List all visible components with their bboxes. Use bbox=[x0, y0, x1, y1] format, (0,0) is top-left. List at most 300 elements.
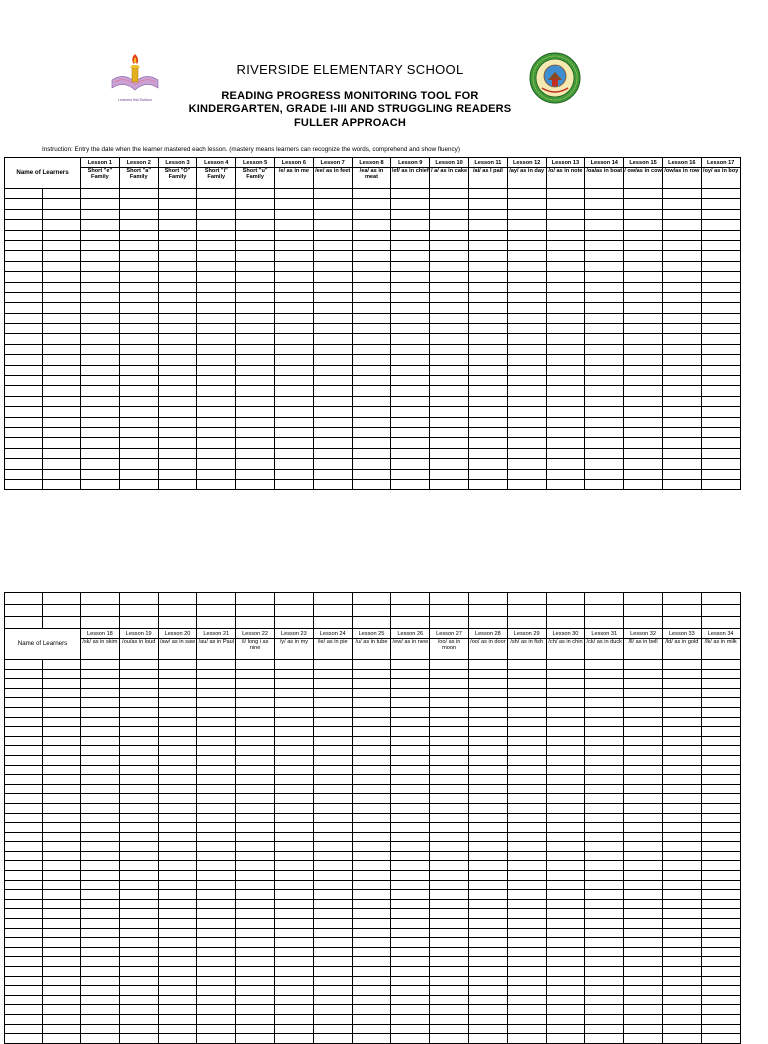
lesson-date-cell[interactable] bbox=[701, 698, 740, 708]
lesson-date-cell[interactable] bbox=[81, 386, 120, 396]
lesson-date-cell[interactable] bbox=[391, 272, 430, 282]
lesson-date-cell[interactable] bbox=[313, 272, 352, 282]
lesson-date-cell[interactable] bbox=[236, 679, 275, 689]
lesson-date-cell[interactable] bbox=[624, 823, 663, 833]
lesson-date-cell[interactable] bbox=[391, 1005, 430, 1015]
lesson-date-cell[interactable] bbox=[119, 469, 158, 479]
lesson-date-cell[interactable] bbox=[391, 355, 430, 365]
lesson-date-cell[interactable] bbox=[701, 794, 740, 804]
lesson-date-cell[interactable] bbox=[158, 1005, 197, 1015]
lesson-date-cell[interactable] bbox=[624, 909, 663, 919]
lesson-date-cell[interactable] bbox=[197, 803, 236, 813]
lesson-date-cell[interactable] bbox=[81, 334, 120, 344]
lesson-date-cell[interactable] bbox=[662, 976, 701, 986]
lesson-date-cell[interactable] bbox=[236, 438, 275, 448]
learner-name-cell[interactable] bbox=[43, 324, 81, 334]
lesson-date-cell[interactable] bbox=[274, 660, 313, 670]
lesson-date-cell[interactable] bbox=[662, 272, 701, 282]
lesson-date-cell[interactable] bbox=[352, 775, 391, 785]
lesson-date-cell[interactable] bbox=[468, 976, 507, 986]
lesson-date-cell[interactable] bbox=[391, 396, 430, 406]
lesson-date-cell[interactable] bbox=[352, 727, 391, 737]
lesson-date-cell[interactable] bbox=[352, 1034, 391, 1044]
lesson-date-cell[interactable] bbox=[546, 282, 585, 292]
lesson-date-cell[interactable] bbox=[468, 209, 507, 219]
lesson-date-cell[interactable] bbox=[197, 344, 236, 354]
lesson-date-cell[interactable] bbox=[274, 417, 313, 427]
lesson-date-cell[interactable] bbox=[81, 376, 120, 386]
lesson-date-cell[interactable] bbox=[624, 755, 663, 765]
lesson-date-cell[interactable] bbox=[624, 832, 663, 842]
lesson-date-cell[interactable] bbox=[352, 784, 391, 794]
lesson-date-cell[interactable] bbox=[236, 957, 275, 967]
lesson-date-cell[interactable] bbox=[546, 344, 585, 354]
lesson-date-cell[interactable] bbox=[468, 736, 507, 746]
lesson-date-cell[interactable] bbox=[430, 261, 469, 271]
lesson-date-cell[interactable] bbox=[119, 727, 158, 737]
learner-name-cell[interactable] bbox=[43, 355, 81, 365]
lesson-date-cell[interactable] bbox=[81, 396, 120, 406]
lesson-date-cell[interactable] bbox=[236, 727, 275, 737]
learner-name-cell[interactable] bbox=[5, 967, 43, 977]
lesson-date-cell[interactable] bbox=[236, 344, 275, 354]
lesson-date-cell[interactable] bbox=[585, 344, 624, 354]
lesson-date-cell[interactable] bbox=[352, 459, 391, 469]
lesson-date-cell[interactable] bbox=[546, 459, 585, 469]
learner-name-cell[interactable] bbox=[5, 199, 43, 209]
lesson-date-cell[interactable] bbox=[197, 928, 236, 938]
lesson-date-cell[interactable] bbox=[662, 995, 701, 1005]
lesson-date-cell[interactable] bbox=[662, 438, 701, 448]
learner-name-cell[interactable] bbox=[5, 605, 43, 617]
lesson-date-cell[interactable] bbox=[701, 803, 740, 813]
lesson-date-cell[interactable] bbox=[701, 459, 740, 469]
lesson-date-cell[interactable] bbox=[274, 1005, 313, 1015]
lesson-date-cell[interactable] bbox=[585, 736, 624, 746]
learner-name-cell[interactable] bbox=[43, 851, 81, 861]
lesson-date-cell[interactable] bbox=[352, 919, 391, 929]
lesson-date-cell[interactable] bbox=[585, 479, 624, 489]
lesson-date-cell[interactable] bbox=[197, 784, 236, 794]
lesson-date-cell[interactable] bbox=[624, 1014, 663, 1024]
lesson-date-cell[interactable] bbox=[119, 880, 158, 890]
lesson-date-cell[interactable] bbox=[430, 251, 469, 261]
lesson-date-cell[interactable] bbox=[158, 794, 197, 804]
lesson-date-cell[interactable] bbox=[313, 1014, 352, 1024]
lesson-date-cell[interactable] bbox=[701, 832, 740, 842]
learner-name-cell[interactable] bbox=[5, 261, 43, 271]
lesson-date-cell[interactable] bbox=[313, 261, 352, 271]
lesson-date-cell[interactable] bbox=[662, 344, 701, 354]
lesson-date-cell[interactable] bbox=[507, 617, 546, 629]
lesson-date-cell[interactable] bbox=[585, 938, 624, 948]
lesson-date-cell[interactable] bbox=[701, 823, 740, 833]
lesson-date-cell[interactable] bbox=[274, 813, 313, 823]
lesson-date-cell[interactable] bbox=[119, 784, 158, 794]
lesson-date-cell[interactable] bbox=[236, 272, 275, 282]
lesson-date-cell[interactable] bbox=[352, 282, 391, 292]
lesson-date-cell[interactable] bbox=[352, 386, 391, 396]
lesson-date-cell[interactable] bbox=[585, 698, 624, 708]
lesson-date-cell[interactable] bbox=[585, 976, 624, 986]
learner-name-cell[interactable] bbox=[5, 947, 43, 957]
lesson-date-cell[interactable] bbox=[158, 938, 197, 948]
lesson-date-cell[interactable] bbox=[585, 1005, 624, 1015]
lesson-date-cell[interactable] bbox=[624, 417, 663, 427]
lesson-date-cell[interactable] bbox=[352, 240, 391, 250]
lesson-date-cell[interactable] bbox=[81, 189, 120, 199]
lesson-date-cell[interactable] bbox=[430, 376, 469, 386]
lesson-date-cell[interactable] bbox=[352, 355, 391, 365]
lesson-date-cell[interactable] bbox=[274, 376, 313, 386]
lesson-date-cell[interactable] bbox=[313, 688, 352, 698]
lesson-date-cell[interactable] bbox=[468, 698, 507, 708]
learner-name-cell[interactable] bbox=[43, 1024, 81, 1034]
lesson-date-cell[interactable] bbox=[158, 324, 197, 334]
lesson-date-cell[interactable] bbox=[391, 220, 430, 230]
lesson-date-cell[interactable] bbox=[197, 851, 236, 861]
learner-name-cell[interactable] bbox=[5, 823, 43, 833]
lesson-date-cell[interactable] bbox=[197, 669, 236, 679]
lesson-date-cell[interactable] bbox=[468, 842, 507, 852]
lesson-date-cell[interactable] bbox=[624, 919, 663, 929]
lesson-date-cell[interactable] bbox=[274, 919, 313, 929]
lesson-date-cell[interactable] bbox=[197, 605, 236, 617]
lesson-date-cell[interactable] bbox=[507, 1005, 546, 1015]
lesson-date-cell[interactable] bbox=[119, 251, 158, 261]
learner-name-cell[interactable] bbox=[5, 928, 43, 938]
lesson-date-cell[interactable] bbox=[430, 660, 469, 670]
lesson-date-cell[interactable] bbox=[662, 1014, 701, 1024]
learner-name-cell[interactable] bbox=[43, 313, 81, 323]
lesson-date-cell[interactable] bbox=[81, 698, 120, 708]
lesson-date-cell[interactable] bbox=[119, 344, 158, 354]
lesson-date-cell[interactable] bbox=[546, 261, 585, 271]
lesson-date-cell[interactable] bbox=[507, 755, 546, 765]
lesson-date-cell[interactable] bbox=[274, 355, 313, 365]
lesson-date-cell[interactable] bbox=[701, 909, 740, 919]
lesson-date-cell[interactable] bbox=[236, 209, 275, 219]
lesson-date-cell[interactable] bbox=[158, 784, 197, 794]
lesson-date-cell[interactable] bbox=[468, 282, 507, 292]
lesson-date-cell[interactable] bbox=[313, 438, 352, 448]
lesson-date-cell[interactable] bbox=[430, 272, 469, 282]
lesson-date-cell[interactable] bbox=[701, 890, 740, 900]
lesson-date-cell[interactable] bbox=[197, 230, 236, 240]
lesson-date-cell[interactable] bbox=[391, 209, 430, 219]
lesson-date-cell[interactable] bbox=[507, 303, 546, 313]
lesson-date-cell[interactable] bbox=[81, 324, 120, 334]
lesson-date-cell[interactable] bbox=[391, 919, 430, 929]
lesson-date-cell[interactable] bbox=[507, 899, 546, 909]
lesson-date-cell[interactable] bbox=[274, 427, 313, 437]
lesson-date-cell[interactable] bbox=[81, 469, 120, 479]
lesson-date-cell[interactable] bbox=[507, 794, 546, 804]
learner-name-cell[interactable] bbox=[5, 851, 43, 861]
lesson-date-cell[interactable] bbox=[624, 324, 663, 334]
lesson-date-cell[interactable] bbox=[624, 209, 663, 219]
lesson-date-cell[interactable] bbox=[624, 851, 663, 861]
lesson-date-cell[interactable] bbox=[701, 688, 740, 698]
lesson-date-cell[interactable] bbox=[352, 303, 391, 313]
lesson-date-cell[interactable] bbox=[274, 707, 313, 717]
lesson-date-cell[interactable] bbox=[119, 1014, 158, 1024]
learner-name-cell[interactable] bbox=[43, 967, 81, 977]
lesson-date-cell[interactable] bbox=[158, 823, 197, 833]
lesson-date-cell[interactable] bbox=[197, 813, 236, 823]
lesson-date-cell[interactable] bbox=[662, 698, 701, 708]
lesson-date-cell[interactable] bbox=[119, 803, 158, 813]
lesson-date-cell[interactable] bbox=[197, 919, 236, 929]
lesson-date-cell[interactable] bbox=[158, 967, 197, 977]
lesson-date-cell[interactable] bbox=[313, 707, 352, 717]
lesson-date-cell[interactable] bbox=[430, 209, 469, 219]
lesson-date-cell[interactable] bbox=[662, 605, 701, 617]
lesson-date-cell[interactable] bbox=[468, 1014, 507, 1024]
lesson-date-cell[interactable] bbox=[352, 861, 391, 871]
lesson-date-cell[interactable] bbox=[391, 240, 430, 250]
lesson-date-cell[interactable] bbox=[701, 292, 740, 302]
learner-name-cell[interactable] bbox=[43, 861, 81, 871]
lesson-date-cell[interactable] bbox=[624, 230, 663, 240]
lesson-date-cell[interactable] bbox=[701, 986, 740, 996]
lesson-date-cell[interactable] bbox=[197, 313, 236, 323]
lesson-date-cell[interactable] bbox=[507, 967, 546, 977]
lesson-date-cell[interactable] bbox=[119, 605, 158, 617]
lesson-date-cell[interactable] bbox=[274, 736, 313, 746]
lesson-date-cell[interactable] bbox=[701, 775, 740, 785]
lesson-date-cell[interactable] bbox=[274, 823, 313, 833]
lesson-date-cell[interactable] bbox=[274, 365, 313, 375]
lesson-date-cell[interactable] bbox=[546, 251, 585, 261]
lesson-date-cell[interactable] bbox=[197, 880, 236, 890]
lesson-date-cell[interactable] bbox=[197, 376, 236, 386]
lesson-date-cell[interactable] bbox=[430, 303, 469, 313]
lesson-date-cell[interactable] bbox=[468, 313, 507, 323]
lesson-date-cell[interactable] bbox=[624, 605, 663, 617]
lesson-date-cell[interactable] bbox=[585, 459, 624, 469]
lesson-date-cell[interactable] bbox=[158, 919, 197, 929]
lesson-date-cell[interactable] bbox=[468, 947, 507, 957]
lesson-date-cell[interactable] bbox=[585, 995, 624, 1005]
lesson-date-cell[interactable] bbox=[119, 396, 158, 406]
lesson-date-cell[interactable] bbox=[624, 303, 663, 313]
lesson-date-cell[interactable] bbox=[313, 427, 352, 437]
lesson-date-cell[interactable] bbox=[158, 593, 197, 605]
lesson-date-cell[interactable] bbox=[158, 396, 197, 406]
learner-name-cell[interactable] bbox=[43, 459, 81, 469]
lesson-date-cell[interactable] bbox=[197, 775, 236, 785]
lesson-date-cell[interactable] bbox=[430, 976, 469, 986]
lesson-date-cell[interactable] bbox=[585, 593, 624, 605]
lesson-date-cell[interactable] bbox=[352, 1024, 391, 1034]
lesson-date-cell[interactable] bbox=[546, 736, 585, 746]
lesson-date-cell[interactable] bbox=[81, 679, 120, 689]
lesson-date-cell[interactable] bbox=[468, 427, 507, 437]
lesson-date-cell[interactable] bbox=[430, 617, 469, 629]
lesson-date-cell[interactable] bbox=[197, 365, 236, 375]
lesson-date-cell[interactable] bbox=[701, 479, 740, 489]
lesson-date-cell[interactable] bbox=[391, 199, 430, 209]
lesson-date-cell[interactable] bbox=[313, 230, 352, 240]
lesson-date-cell[interactable] bbox=[585, 679, 624, 689]
lesson-date-cell[interactable] bbox=[430, 803, 469, 813]
lesson-date-cell[interactable] bbox=[391, 282, 430, 292]
lesson-date-cell[interactable] bbox=[624, 355, 663, 365]
lesson-date-cell[interactable] bbox=[352, 272, 391, 282]
lesson-date-cell[interactable] bbox=[352, 707, 391, 717]
lesson-date-cell[interactable] bbox=[662, 919, 701, 929]
lesson-date-cell[interactable] bbox=[81, 976, 120, 986]
lesson-date-cell[interactable] bbox=[197, 823, 236, 833]
lesson-date-cell[interactable] bbox=[236, 334, 275, 344]
lesson-date-cell[interactable] bbox=[468, 899, 507, 909]
learner-name-cell[interactable] bbox=[43, 386, 81, 396]
lesson-date-cell[interactable] bbox=[391, 617, 430, 629]
lesson-date-cell[interactable] bbox=[624, 479, 663, 489]
lesson-date-cell[interactable] bbox=[507, 871, 546, 881]
lesson-date-cell[interactable] bbox=[546, 775, 585, 785]
learner-name-cell[interactable] bbox=[5, 861, 43, 871]
lesson-date-cell[interactable] bbox=[158, 438, 197, 448]
lesson-date-cell[interactable] bbox=[391, 448, 430, 458]
lesson-date-cell[interactable] bbox=[352, 660, 391, 670]
lesson-date-cell[interactable] bbox=[158, 240, 197, 250]
lesson-date-cell[interactable] bbox=[701, 938, 740, 948]
lesson-date-cell[interactable] bbox=[236, 386, 275, 396]
lesson-date-cell[interactable] bbox=[352, 1014, 391, 1024]
lesson-date-cell[interactable] bbox=[81, 417, 120, 427]
lesson-date-cell[interactable] bbox=[313, 727, 352, 737]
lesson-date-cell[interactable] bbox=[119, 355, 158, 365]
lesson-date-cell[interactable] bbox=[352, 669, 391, 679]
lesson-date-cell[interactable] bbox=[430, 957, 469, 967]
lesson-date-cell[interactable] bbox=[391, 688, 430, 698]
lesson-date-cell[interactable] bbox=[352, 407, 391, 417]
lesson-date-cell[interactable] bbox=[81, 947, 120, 957]
lesson-date-cell[interactable] bbox=[352, 803, 391, 813]
lesson-date-cell[interactable] bbox=[624, 251, 663, 261]
lesson-date-cell[interactable] bbox=[197, 282, 236, 292]
lesson-date-cell[interactable] bbox=[352, 396, 391, 406]
lesson-date-cell[interactable] bbox=[430, 813, 469, 823]
lesson-date-cell[interactable] bbox=[546, 746, 585, 756]
lesson-date-cell[interactable] bbox=[313, 334, 352, 344]
lesson-date-cell[interactable] bbox=[701, 272, 740, 282]
lesson-date-cell[interactable] bbox=[662, 765, 701, 775]
lesson-date-cell[interactable] bbox=[81, 220, 120, 230]
lesson-date-cell[interactable] bbox=[236, 909, 275, 919]
lesson-date-cell[interactable] bbox=[236, 707, 275, 717]
lesson-date-cell[interactable] bbox=[430, 947, 469, 957]
lesson-date-cell[interactable] bbox=[81, 765, 120, 775]
learner-name-cell[interactable] bbox=[43, 303, 81, 313]
lesson-date-cell[interactable] bbox=[352, 938, 391, 948]
learner-name-cell[interactable] bbox=[43, 928, 81, 938]
lesson-date-cell[interactable] bbox=[313, 605, 352, 617]
lesson-date-cell[interactable] bbox=[197, 842, 236, 852]
lesson-date-cell[interactable] bbox=[701, 324, 740, 334]
lesson-date-cell[interactable] bbox=[391, 957, 430, 967]
lesson-date-cell[interactable] bbox=[81, 938, 120, 948]
lesson-date-cell[interactable] bbox=[546, 679, 585, 689]
lesson-date-cell[interactable] bbox=[236, 189, 275, 199]
lesson-date-cell[interactable] bbox=[468, 1034, 507, 1044]
lesson-date-cell[interactable] bbox=[662, 199, 701, 209]
lesson-date-cell[interactable] bbox=[507, 995, 546, 1005]
learner-name-cell[interactable] bbox=[43, 736, 81, 746]
lesson-date-cell[interactable] bbox=[624, 995, 663, 1005]
learner-name-cell[interactable] bbox=[5, 660, 43, 670]
learner-name-cell[interactable] bbox=[43, 755, 81, 765]
lesson-date-cell[interactable] bbox=[81, 832, 120, 842]
lesson-date-cell[interactable] bbox=[313, 593, 352, 605]
lesson-date-cell[interactable] bbox=[236, 303, 275, 313]
lesson-date-cell[interactable] bbox=[585, 365, 624, 375]
lesson-date-cell[interactable] bbox=[119, 313, 158, 323]
lesson-date-cell[interactable] bbox=[546, 1014, 585, 1024]
lesson-date-cell[interactable] bbox=[624, 438, 663, 448]
lesson-date-cell[interactable] bbox=[585, 417, 624, 427]
lesson-date-cell[interactable] bbox=[391, 292, 430, 302]
lesson-date-cell[interactable] bbox=[119, 220, 158, 230]
lesson-date-cell[interactable] bbox=[468, 1005, 507, 1015]
lesson-date-cell[interactable] bbox=[585, 775, 624, 785]
learner-name-cell[interactable] bbox=[5, 365, 43, 375]
learner-name-cell[interactable] bbox=[43, 617, 81, 629]
lesson-date-cell[interactable] bbox=[701, 593, 740, 605]
lesson-date-cell[interactable] bbox=[546, 479, 585, 489]
learner-name-cell[interactable] bbox=[5, 890, 43, 900]
lesson-date-cell[interactable] bbox=[274, 794, 313, 804]
lesson-date-cell[interactable] bbox=[624, 396, 663, 406]
lesson-date-cell[interactable] bbox=[274, 230, 313, 240]
lesson-date-cell[interactable] bbox=[701, 842, 740, 852]
lesson-date-cell[interactable] bbox=[391, 736, 430, 746]
lesson-date-cell[interactable] bbox=[468, 1024, 507, 1034]
lesson-date-cell[interactable] bbox=[119, 957, 158, 967]
lesson-date-cell[interactable] bbox=[430, 1014, 469, 1024]
lesson-date-cell[interactable] bbox=[546, 220, 585, 230]
lesson-date-cell[interactable] bbox=[507, 355, 546, 365]
lesson-date-cell[interactable] bbox=[546, 688, 585, 698]
lesson-date-cell[interactable] bbox=[430, 861, 469, 871]
lesson-date-cell[interactable] bbox=[507, 1014, 546, 1024]
lesson-date-cell[interactable] bbox=[352, 832, 391, 842]
lesson-date-cell[interactable] bbox=[662, 746, 701, 756]
lesson-date-cell[interactable] bbox=[507, 986, 546, 996]
lesson-date-cell[interactable] bbox=[430, 899, 469, 909]
lesson-date-cell[interactable] bbox=[197, 479, 236, 489]
lesson-date-cell[interactable] bbox=[662, 727, 701, 737]
lesson-date-cell[interactable] bbox=[352, 765, 391, 775]
lesson-date-cell[interactable] bbox=[585, 660, 624, 670]
lesson-date-cell[interactable] bbox=[507, 717, 546, 727]
learner-name-cell[interactable] bbox=[5, 617, 43, 629]
lesson-date-cell[interactable] bbox=[701, 417, 740, 427]
lesson-date-cell[interactable] bbox=[352, 679, 391, 689]
lesson-date-cell[interactable] bbox=[468, 775, 507, 785]
lesson-date-cell[interactable] bbox=[701, 660, 740, 670]
lesson-date-cell[interactable] bbox=[197, 967, 236, 977]
lesson-date-cell[interactable] bbox=[430, 717, 469, 727]
lesson-date-cell[interactable] bbox=[468, 605, 507, 617]
lesson-date-cell[interactable] bbox=[274, 617, 313, 629]
lesson-date-cell[interactable] bbox=[662, 220, 701, 230]
lesson-date-cell[interactable] bbox=[274, 755, 313, 765]
lesson-date-cell[interactable] bbox=[119, 813, 158, 823]
lesson-date-cell[interactable] bbox=[81, 967, 120, 977]
